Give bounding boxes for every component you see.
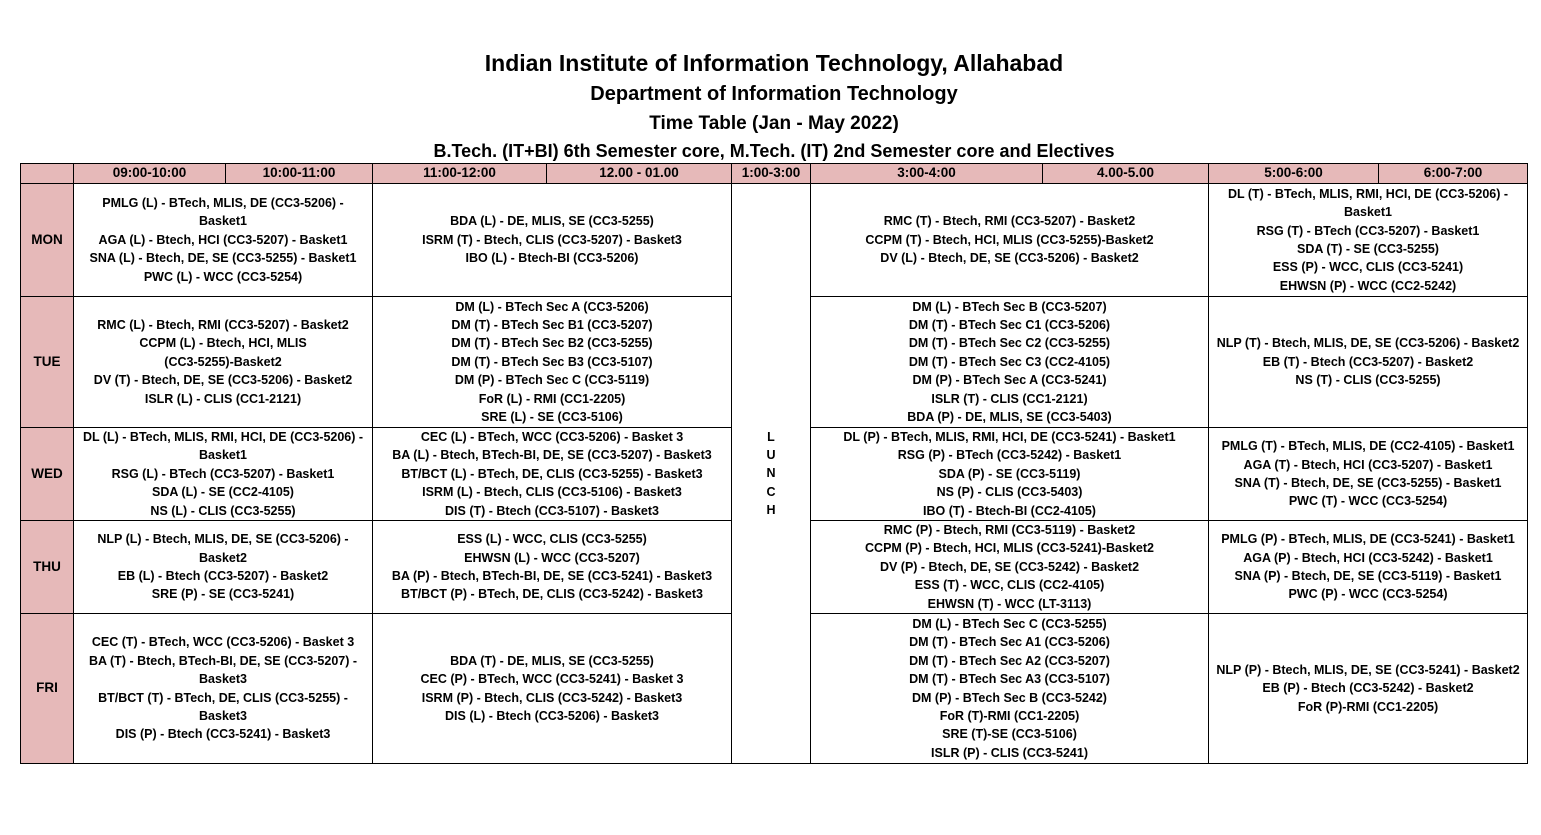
class-entry: Basket1: [1344, 205, 1392, 220]
class-entry: SRE (P) - SE (CC3-5241): [151, 587, 295, 602]
class-entry: SDA (L) - SE (CC2-4105): [152, 485, 294, 500]
class-entry: ISLR (L) - CLIS (CC1-2121): [144, 391, 302, 406]
class-entry: DV (T) - Btech, DE, SE (CC3-5206) - Basket2: [93, 373, 353, 388]
class-entry: BA (L) - Btech, BTech-BI, DE, SE (CC3-5207) - Basket3: [392, 448, 712, 463]
class-entry: EB (P) - Btech (CC3-5242) - Basket2: [1262, 681, 1474, 696]
class-entry: Basket3: [199, 672, 247, 687]
class-entry: BDA (P) - DE, MLIS, SE (CC3-5403): [907, 410, 1112, 425]
class-entry: BA (P) - Btech, BTech-BI, DE, SE (CC3-5241) - Basket3: [391, 569, 713, 584]
class-entry: BT/BCT (P) - BTech, DE, CLIS (CC3-5242) - Basket3: [401, 587, 703, 602]
class-entry: DM (T) - BTech Sec C3 (CC2-4105): [908, 354, 1111, 369]
slot-morning-2: [373, 614, 732, 764]
class-entry: BDA (L) - DE, MLIS, SE (CC3-5255): [450, 214, 654, 229]
class-entry: CEC (P) - BTech, WCC (CC3-5241) - Basket 3: [420, 672, 684, 687]
col-header: 5:00-6:00: [1209, 164, 1379, 184]
slot-evening: [1209, 614, 1528, 764]
day-cell: TUE: [21, 297, 74, 428]
class-entry: SDA (P) - SE (CC3-5119): [938, 466, 1081, 481]
class-entry: ISLR (T) - CLIS (CC1-2121): [931, 391, 1088, 406]
class-entry: DM (T) - BTech Sec C1 (CC3-5206): [908, 317, 1111, 332]
institute-title: Indian Institute of Information Technology, Allahabad: [484, 50, 1064, 76]
class-entry: CEC (T) - BTech, WCC (CC3-5206) - Basket 3: [91, 635, 355, 650]
class-entry: DM (T) - BTech Sec A1 (CC3-5206): [909, 635, 1110, 650]
slot-morning-1: [74, 184, 373, 297]
class-entry: DM (L) - BTech Sec A (CC3-5206): [455, 299, 649, 314]
class-entry: PWC (P) - WCC (CC3-5254): [1288, 587, 1448, 602]
class-entry: EHWSN (T) - WCC (LT-3113): [927, 596, 1092, 611]
class-entry: DM (P) - BTech Sec B (CC3-5242): [912, 690, 1107, 705]
class-entry: NS (L) - CLIS (CC3-5255): [150, 503, 296, 518]
class-entry: CCPM (P) - Btech, HCI, MLIS (CC3-5241)-Basket2: [865, 541, 1154, 556]
class-entry: NLP (T) - Btech, MLIS, DE, SE (CC3-5206) - Basket2: [1216, 336, 1520, 351]
slot-afternoon-1: [811, 521, 1209, 614]
class-entry: DL (T) - BTech, MLIS, RMI, HCI, DE (CC3-5206) -: [1227, 186, 1509, 201]
col-header: 09:00-10:00: [74, 164, 226, 184]
slot-evening: [1209, 297, 1528, 428]
class-entry: DV (L) - Btech, DE, SE (CC3-5206) - Basket2: [880, 251, 1139, 266]
class-entry: DM (P) - BTech Sec C (CC3-5119): [454, 373, 650, 388]
class-entry: CEC (L) - BTech, WCC (CC3-5206) - Basket 3: [420, 430, 684, 444]
slot-morning-2: [373, 297, 732, 428]
class-entry: AGA (P) - Btech, HCI (CC3-5242) - Basket1: [1243, 550, 1493, 565]
class-entry: IBO (T) - Btech-BI (CC2-4105): [923, 503, 1096, 518]
class-entry: ESS (P) - WCC, CLIS (CC3-5241): [1272, 260, 1464, 275]
corner-cell: [21, 164, 74, 184]
slot-evening: [1209, 428, 1528, 521]
class-entry: ESS (T) - WCC, CLIS (CC2-4105): [914, 578, 1105, 593]
col-header: 4.00-5.00: [1043, 164, 1209, 184]
class-entry: RSG (P) - BTech (CC3-5242) - Basket1: [897, 448, 1122, 463]
class-entry: BA (T) - Btech, BTech-BI, DE, SE (CC3-5207) -: [88, 653, 358, 668]
slot-afternoon-1: [811, 428, 1209, 521]
lunch-letter: N: [766, 466, 776, 481]
day-cell: MON: [21, 184, 74, 297]
class-entry: RSG (T) - BTech (CC3-5207) - Basket1: [1256, 223, 1480, 238]
slot-morning-1: [74, 521, 373, 614]
class-entry: SNA (L) - Btech, DE, SE (CC3-5255) - Basket1: [89, 251, 357, 266]
class-entry: ISLR (P) - CLIS (CC3-5241): [931, 745, 1088, 760]
class-entry: DM (L) - BTech Sec C (CC3-5255): [912, 616, 1107, 631]
day-cell: FRI: [21, 614, 74, 764]
class-entry: BDA (T) - DE, MLIS, SE (CC3-5255): [450, 653, 654, 668]
program-title: B.Tech. (IT+BI) 6th Semester core, M.Tech. (IT) 2nd Semester core and Electives: [433, 141, 1115, 161]
class-entry: CCPM (T) - Btech, HCI, MLIS (CC3-5255)-Basket2: [865, 232, 1154, 247]
class-entry: FoR (L) - RMI (CC1-2205): [478, 391, 626, 406]
lunch-letter: C: [766, 484, 776, 499]
col-header: 10:00-11:00: [226, 164, 373, 184]
timetable: [20, 163, 1528, 764]
class-entry: RMC (T) - Btech, RMI (CC3-5207) - Basket2: [883, 214, 1136, 229]
class-entry: EHWSN (L) - WCC (CC3-5207): [464, 550, 640, 565]
class-entry: ISRM (L) - Btech, CLIS (CC3-5106) - Basket3: [422, 485, 682, 500]
page-header: [0, 46, 1541, 165]
slot-morning-1: [74, 297, 373, 428]
col-header: 11:00-12:00: [373, 164, 547, 184]
slot-morning-1: [74, 614, 373, 764]
class-entry: RSG (L) - BTech (CC3-5207) - Basket1: [111, 466, 335, 481]
class-entry: PMLG (P) - BTech, MLIS, DE (CC3-5241) - Basket1: [1221, 532, 1515, 547]
class-entry: RMC (P) - Btech, RMI (CC3-5119) - Basket2: [883, 523, 1136, 538]
class-entry: BT/BCT (T) - BTech, DE, CLIS (CC3-5255) -: [98, 690, 348, 705]
class-entry: SRE (L) - SE (CC3-5106): [481, 410, 623, 425]
header-row: [21, 164, 1528, 184]
class-entry: AGA (L) - Btech, HCI (CC3-5207) - Basket1: [98, 232, 348, 247]
class-entry: DM (L) - BTech Sec B (CC3-5207): [912, 299, 1107, 314]
class-entry: PWC (L) - WCC (CC3-5254): [143, 269, 303, 284]
slot-morning-2: [373, 521, 732, 614]
slot-morning-2: [373, 428, 732, 521]
timetable-title: Time Table (Jan - May 2022): [649, 113, 899, 134]
class-entry: DM (T) - BTech Sec C2 (CC3-5255): [908, 336, 1111, 351]
class-entry: CCPM (L) - Btech, HCI, MLIS: [139, 336, 307, 351]
slot-afternoon-1: [811, 297, 1209, 428]
class-entry: RMC (L) - Btech, RMI (CC3-5207) - Basket2: [97, 317, 349, 332]
class-entry: EHWSN (P) - WCC (CC2-5242): [1279, 278, 1457, 293]
col-header: 12.00 - 01.00: [547, 164, 732, 184]
row-mon: [21, 184, 1528, 297]
class-entry: SNA (T) - Btech, DE, SE (CC3-5255) - Basket1: [1234, 476, 1502, 491]
class-entry: DV (P) - Btech, DE, SE (CC3-5242) - Basket2: [879, 559, 1140, 574]
class-entry: DIS (T) - Btech (CC3-5107) - Basket3: [445, 503, 659, 518]
class-entry: NS (P) - CLIS (CC3-5403): [936, 485, 1083, 500]
class-entry: DM (P) - BTech Sec A (CC3-5241): [912, 373, 1107, 388]
col-header: 1:00-3:00: [732, 164, 811, 184]
class-entry: DIS (P) - Btech (CC3-5241) - Basket3: [115, 727, 331, 742]
class-entry: PMLG (L) - BTech, MLIS, DE (CC3-5206) -: [102, 195, 344, 210]
class-entry: ISRM (T) - Btech, CLIS (CC3-5207) - Basket3: [422, 232, 682, 247]
day-cell: THU: [21, 521, 74, 614]
class-entry: ESS (L) - WCC, CLIS (CC3-5255): [457, 532, 647, 547]
class-entry: Basket1: [199, 448, 247, 463]
class-entry: SDA (T) - SE (CC3-5255): [1297, 242, 1439, 256]
col-header: 3:00-4:00: [811, 164, 1043, 184]
class-entry: DM (T) - BTech Sec A2 (CC3-5207): [909, 653, 1110, 668]
class-entry: AGA (T) - Btech, HCI (CC3-5207) - Basket1: [1243, 457, 1493, 472]
department-title: Department of Information Technology: [590, 83, 958, 105]
lunch-letter: L: [767, 429, 775, 444]
lunch-cell: [732, 184, 811, 764]
slot-morning-2: [373, 184, 732, 297]
class-entry: EB (L) - Btech (CC3-5207) - Basket2: [117, 569, 329, 584]
class-entry: EB (T) - Btech (CC3-5207) - Basket2: [1262, 354, 1474, 369]
class-entry: (CC3-5255)-Basket2: [164, 354, 282, 369]
class-entry: IBO (L) - Btech-BI (CC3-5206): [465, 251, 639, 266]
class-entry: DM (T) - BTech Sec A3 (CC3-5107): [909, 672, 1110, 687]
slot-evening: [1209, 184, 1528, 297]
class-entry: BT/BCT (L) - BTech, DE, CLIS (CC3-5255) - Basket3: [401, 466, 703, 481]
class-entry: DM (T) - BTech Sec B2 (CC3-5255): [451, 336, 653, 351]
day-cell: WED: [21, 428, 74, 521]
slot-evening: [1209, 521, 1528, 614]
class-entry: Basket1: [199, 214, 247, 229]
slot-morning-1: [74, 428, 373, 521]
lunch-letter: U: [766, 447, 776, 462]
slot-afternoon-1: [811, 614, 1209, 764]
class-entry: DM (T) - BTech Sec B3 (CC3-5107): [451, 354, 653, 369]
class-entry: DM (T) - BTech Sec B1 (CC3-5207): [451, 317, 653, 332]
class-entry: Basket2: [199, 550, 247, 565]
class-entry: FoR (P)-RMI (CC1-2205): [1297, 699, 1439, 714]
class-entry: NLP (L) - Btech, MLIS, DE, SE (CC3-5206) -: [97, 532, 349, 547]
class-entry: FoR (T)-RMI (CC1-2205): [939, 708, 1080, 723]
class-entry: PWC (T) - WCC (CC3-5254): [1288, 494, 1448, 509]
class-entry: Basket3: [199, 708, 247, 723]
slot-afternoon-1: [811, 184, 1209, 297]
class-entry: DL (L) - BTech, MLIS, RMI, HCI, DE (CC3-5206) -: [82, 430, 364, 444]
class-entry: NLP (P) - Btech, MLIS, DE, SE (CC3-5241) - Basket2: [1216, 662, 1520, 677]
class-entry: SNA (P) - Btech, DE, SE (CC3-5119) - Basket1: [1234, 569, 1502, 584]
class-entry: ISRM (P) - Btech, CLIS (CC3-5242) - Basket3: [421, 690, 683, 705]
class-entry: SRE (T)-SE (CC3-5106): [942, 727, 1077, 742]
class-entry: DIS (L) - Btech (CC3-5206) - Basket3: [445, 708, 659, 723]
class-entry: DL (P) - BTech, MLIS, RMI, HCI, DE (CC3-5241) - Basket1: [843, 430, 1176, 444]
class-entry: PMLG (T) - BTech, MLIS, DE (CC2-4105) - Basket1: [1221, 439, 1515, 454]
class-entry: NS (T) - CLIS (CC3-5255): [1295, 373, 1441, 388]
lunch-letter: H: [766, 503, 776, 518]
col-header: 6:00-7:00: [1379, 164, 1528, 184]
